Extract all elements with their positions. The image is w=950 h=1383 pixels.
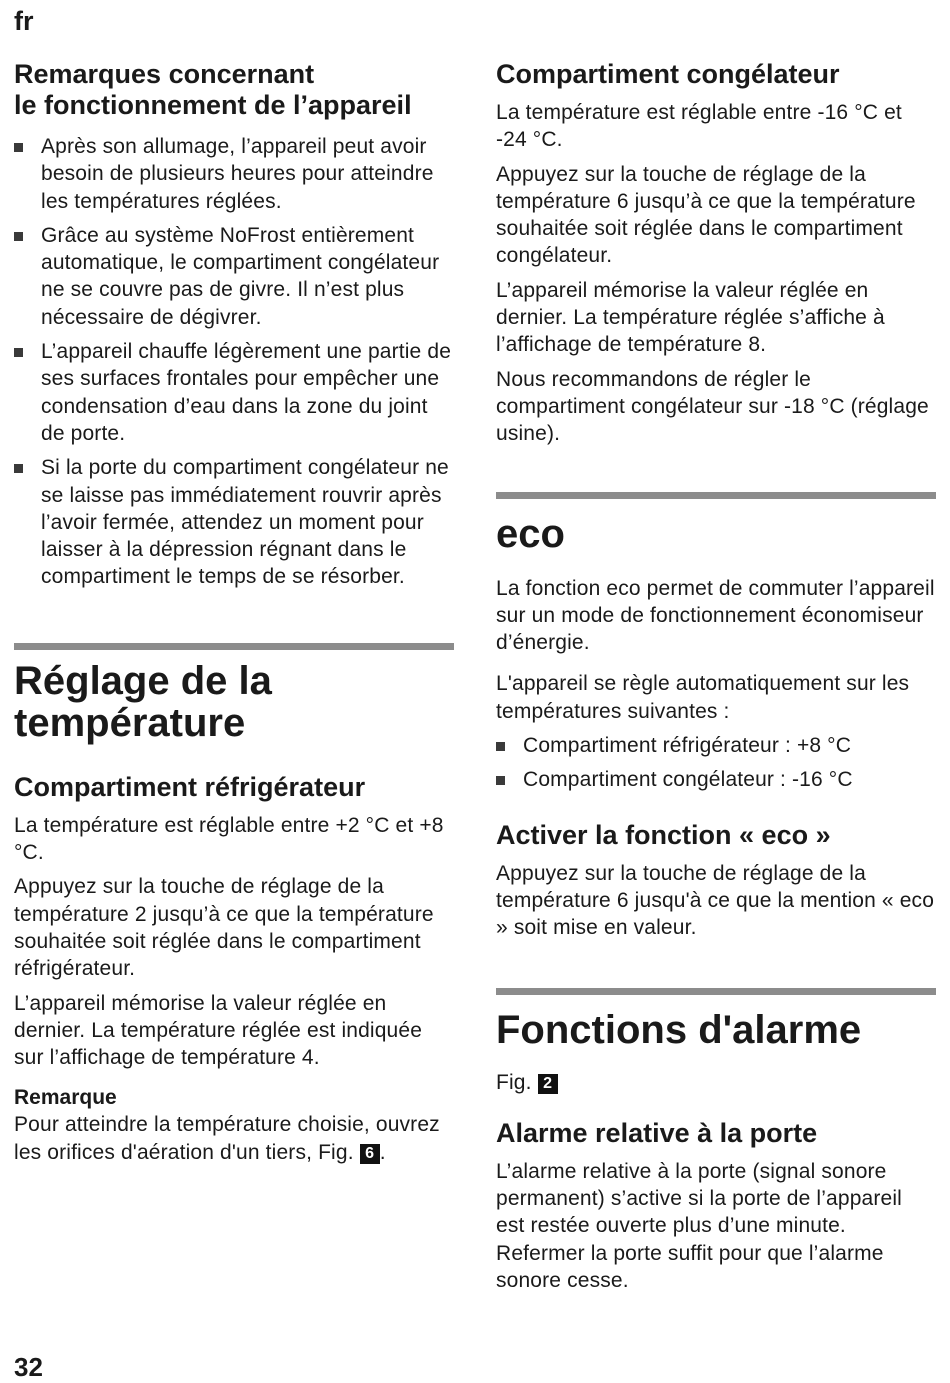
list-item [496,732,936,759]
eco-list [496,732,936,794]
door-alarm-heading: Alarme relative à la porte [496,1117,818,1148]
freezer-heading: Compartiment congélateur [496,59,840,89]
freezer-recommendation: Nous recommandons de régler le compartiment congélateur sur -18 °C (réglage usine). [496,367,929,446]
square-bullet-icon [14,143,23,152]
eco-activate-text: Appuyez sur la touche de réglage de la température 6 jusqu'à ce que la mention « eco » soit mise en valeur. [496,861,935,940]
fridge-range-text: La température est réglable entre +2 °C et +8 °C. [14,813,444,865]
list-item-text: Après son allumage, l’appareil peut avoir besoin de plusieurs heures pour atteindre les températures réglées. [41,135,434,213]
figure-badge: 6 [360,1144,380,1164]
temperature-title-line1: Réglage de la [14,658,272,703]
left-column [14,55,454,1173]
section-divider [496,492,936,499]
section-divider [14,643,454,650]
language-tag: fr [14,6,34,36]
freezer-memory-text: L’appareil mémorise la valeur réglée en dernier. La température réglée s’affiche à l’affichage de température 8. [496,278,885,357]
right-column [496,55,936,1301]
eco-activate-heading: Activer la fonction « eco » [496,819,831,850]
remarks-list [14,133,454,591]
list-item [496,766,936,793]
alarm-figure-ref [496,1069,936,1096]
square-bullet-icon [14,232,23,241]
figure-badge: 2 [538,1074,558,1094]
fridge-heading: Compartiment réfrigérateur [14,771,366,802]
fridge-memory-text: L’appareil mémorise la valeur réglée en dernier. La température réglée est indiquée sur l’affichage de température 4. [14,991,423,1070]
note-heading: Remarque [14,1086,117,1110]
eco-section-title: eco [496,511,565,556]
square-bullet-icon [496,742,505,751]
figure-label: Fig. [496,1070,532,1094]
list-item [14,454,454,590]
temperature-title-line2: température [14,700,246,745]
remarks-heading-line2: le fonctionnement de l’appareil [14,90,412,120]
freezer-range-text: La température est réglable entre -16 °C et -24 °C. [496,101,902,152]
square-bullet-icon [14,348,23,357]
list-item [14,338,454,447]
door-alarm-text: L’alarme relative à la porte (signal sonore permanent) s’active si la porte de l’appareil est restée ouverte plus d’une minute. Refermer la porte suffit pour que l’alarme sonore cesse. [496,1159,902,1293]
remarks-heading-line1: Remarques concernant [14,59,315,89]
list-item [14,222,454,331]
alarm-section-title: Fonctions d'alarme [496,1007,862,1052]
temperature-section-title [14,660,454,744]
eco-description: La fonction eco permet de commuter l’appareil sur un mode de fonctionnement économiseur d’énergie. [496,576,935,655]
note-period: . [379,1140,386,1164]
page-number: 32 [14,1352,43,1382]
list-item [14,133,454,215]
freezer-instructions: Appuyez sur la touche de réglage de la température 6 jusqu’à ce que la température souhaitée soit réglée dans le compartiment congélateur. [496,162,916,268]
note-text [14,1111,454,1166]
square-bullet-icon [496,776,505,785]
list-item-text: Si la porte du compartiment congélateur ne se laisse pas immédiatement rouvrir après l’avoir fermée, attendez un moment pour laisser à la dépression régnant dans le compartiment le temps de se résorber. [41,456,449,589]
eco-auto-text: L'appareil se règle automatiquement sur les températures suivantes : [496,672,910,723]
note-body: Pour atteindre la température choisie, ouvrez les orifices d'aération d'un tiers, Fig. [14,1113,440,1164]
square-bullet-icon [14,464,23,473]
fridge-instructions: Appuyez sur la touche de réglage de la température 2 jusqu’à ce que la température souhaitée soit réglée dans le compartiment réfrigérateur. [14,875,434,981]
section-divider [496,988,936,995]
list-item-text: Grâce au système NoFrost entièrement automatique, le compartiment congélateur ne se couvre pas de givre. Il n’est plus nécessaire de dégivrer. [41,223,440,329]
list-item-text: Compartiment congélateur : -16 °C [523,768,853,792]
list-item-text: L’appareil chauffe légèrement une partie de ses surfaces frontales pour empêcher une condensation d’eau dans la zone du joint de porte. [41,340,452,445]
remarks-heading [14,59,454,121]
list-item-text: Compartiment réfrigérateur : +8 °C [523,734,852,758]
